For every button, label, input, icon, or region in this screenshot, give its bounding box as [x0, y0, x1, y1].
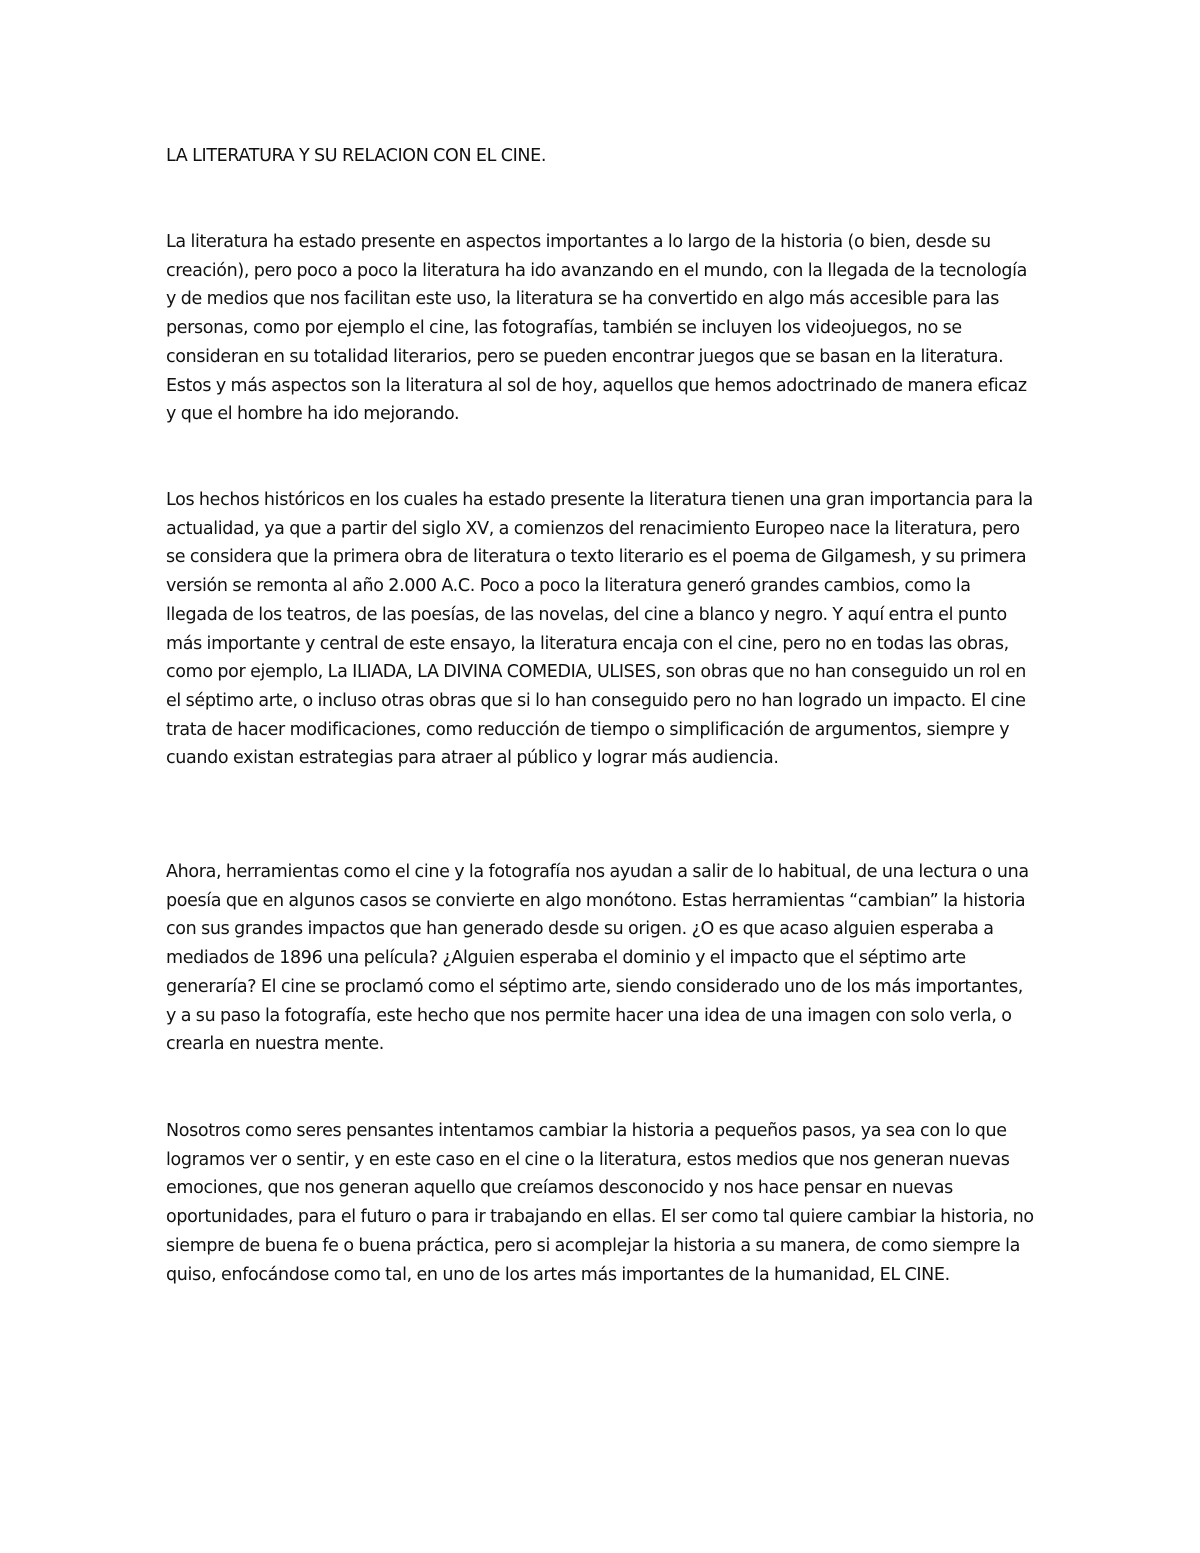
paragraph-4: Nosotros como seres pensantes intentamos cambiar la historia a pequeños pasos, ya sea con lo que logramos ver o sentir, y en este caso en el cine o la literatura, estos medios que nos generan nuevas emociones, que nos generan aquello que creíamos desconocido y nos hace pensar en nuevas oportunidades, para el futuro o para ir trabajando en ellas. El ser como tal quiere cambiar la historia, no siempre de buena fe o buena práctica, pero si acomplejar la historia a su manera, de como siempre la quiso, enfocándose como tal, en uno de los artes más importantes de la humanidad, EL CINE. [166, 1121, 1034, 1285]
paragraph-3: Ahora, herramientas como el cine y la fotografía nos ayudan a salir de lo habitual, de una lectura o una poesía que en algunos casos se convierte en algo monótono. Estas herramientas “cambian” la historia con sus grandes impactos que han generado desde su origen. ¿O es que acaso alguien esperaba a mediados de 1896 una película? ¿Alguien esperaba el dominio y el impacto que el séptimo arte generaría? El cine se proclamó como el séptimo arte, siendo considerado uno de los más importantes, y a su paso la fotografía, este hecho que nos permite hacer una idea de una imagen con solo verla, o crearla en nuestra mente. [166, 862, 1029, 1055]
paragraph-1: La literatura ha estado presente en aspectos importantes a lo largo de la historia (o bien, desde su creación), pero poco a poco la literatura ha ido avanzando en el mundo, con la llegada de la tecnología y de medios que nos facilitan este uso, la literatura se ha convertido en algo más accesible para las personas, como por ejemplo el cine, las fotografías, también se incluyen los videojuegos, no se consideran en su totalidad literarios, pero se pueden encontrar juegos que se basan en la literatura. Estos y más aspectos son la literatura al sol de hoy, aquellos que hemos adoctrinado de manera eficaz y que el hombre ha ido mejorando. [166, 232, 1028, 425]
document-title: LA LITERATURA Y SU RELACION CON EL CINE. [166, 146, 547, 166]
paragraph-2: Los hechos históricos en los cuales ha estado presente la literatura tienen una gran importancia para la actualidad, ya que a partir del siglo XV, a comienzos del renacimiento Europeo nace la literatura, pero se considera que la primera obra de literatura o texto literario es el poema de Gilgamesh, y su primera versión se remonta al año 2.000 A.C. Poco a poco la literatura generó grandes cambios, como la llegada de los teatros, de las poesías, de las novelas, del cine a blanco y negro. Y aquí entra el punto más importante y central de este ensayo, la literatura encaja con el cine, pero no en todas las obras, como por ejemplo, La ILIADA, LA DIVINA COMEDIA, ULISES, son obras que no han conseguido un rol en el séptimo arte, o incluso otras obras que si lo han conseguido pero no han logrado un impacto. El cine trata de hacer modificaciones, como reducción de tiempo o simplificación de argumentos, siempre y cuando existan estrategias para atraer al público y lograr más audiencia. [166, 490, 1033, 769]
